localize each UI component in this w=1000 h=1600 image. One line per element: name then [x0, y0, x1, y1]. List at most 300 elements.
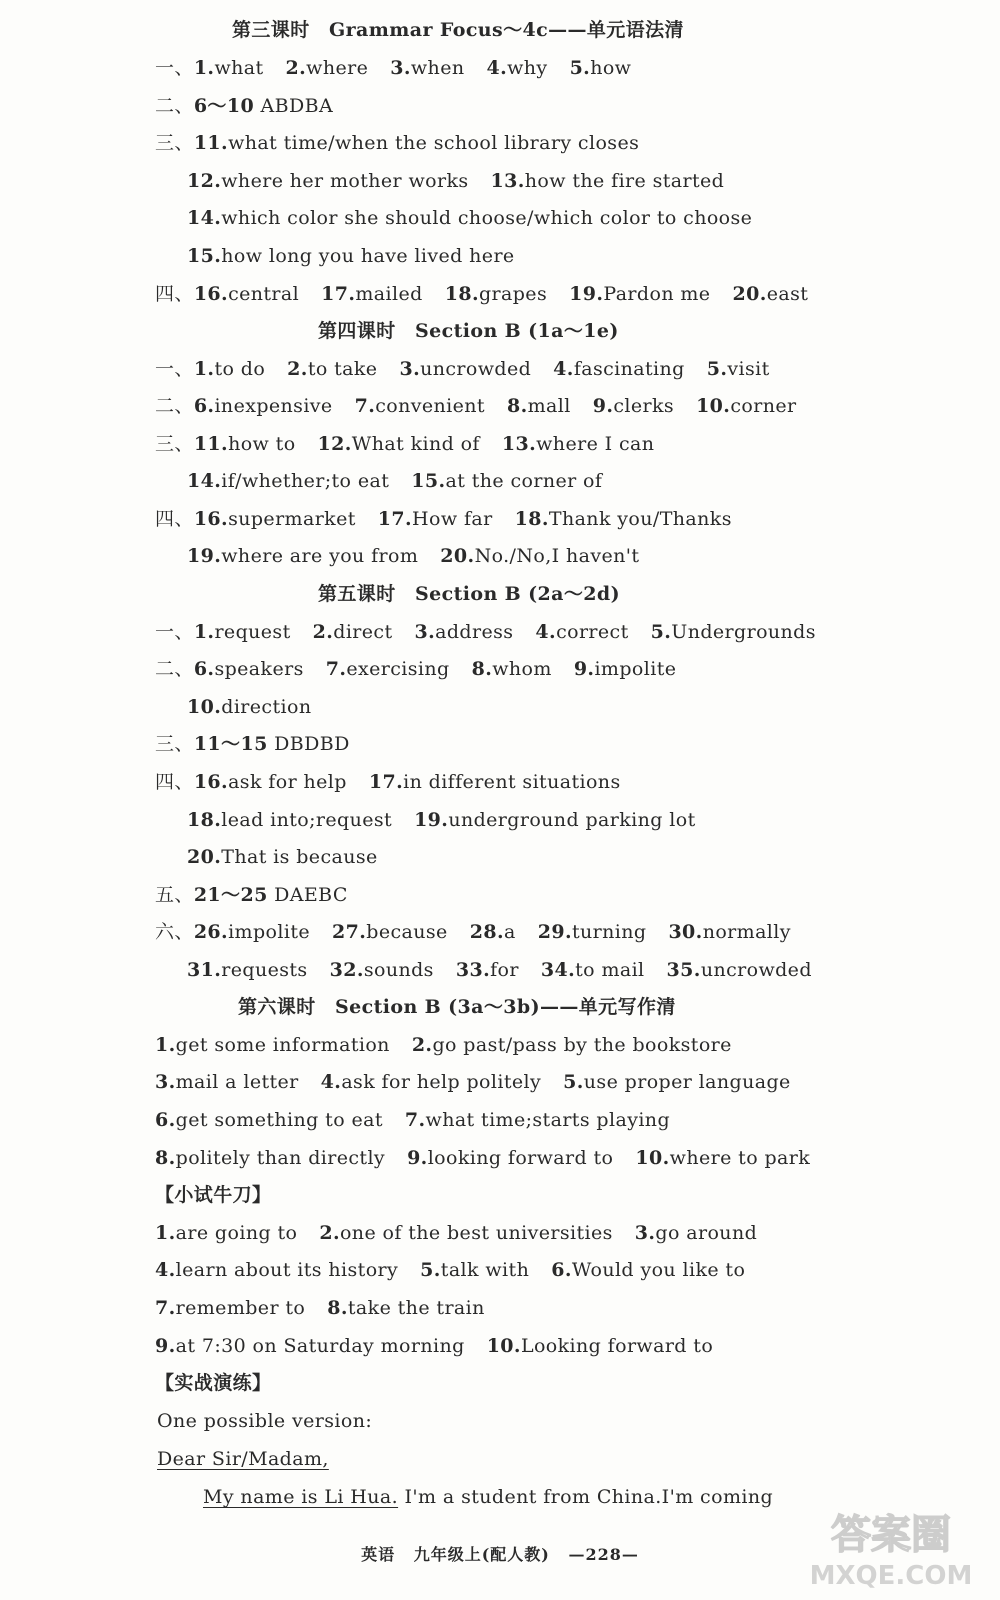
- answer-item: [321, 1068, 541, 1096]
- answer-item: [538, 918, 647, 946]
- answer-line: [155, 505, 754, 533]
- answer-number: 18.: [444, 283, 479, 305]
- answer-item: [651, 618, 816, 646]
- answer-text: convenient: [375, 395, 485, 417]
- answer-item: [486, 54, 547, 82]
- lesson4-heading: 第四课时 Section B (1a～1e): [318, 320, 619, 342]
- answer-line: [187, 693, 333, 721]
- answer-number: 11.: [193, 132, 229, 154]
- answer-text: mall: [527, 395, 571, 417]
- answer-text: east: [766, 283, 809, 305]
- footer-grade: 九年级上(配人教): [413, 1545, 550, 1564]
- answer-number: 19.: [187, 545, 222, 567]
- answer-number: 21～25: [193, 884, 268, 906]
- answer-text: normally: [702, 921, 791, 943]
- question-group-prefix: 一、: [155, 57, 194, 79]
- answer-item: [440, 542, 639, 570]
- answer-text: how the fire started: [524, 170, 725, 192]
- letter-rest: I'm a student from China.I'm coming: [398, 1486, 774, 1508]
- footer-subject: 英语: [361, 1545, 396, 1564]
- answer-line: [187, 843, 400, 871]
- answer-text: correct: [556, 621, 629, 643]
- answer-line: [155, 355, 792, 383]
- answer-number: 9.: [573, 658, 595, 680]
- answer-item: [187, 956, 308, 984]
- answer-item: [321, 280, 423, 308]
- answer-number: 9.: [407, 1147, 428, 1169]
- answer-text: grapes: [478, 283, 548, 305]
- answer-number: 6.: [193, 658, 215, 680]
- answer-line: [187, 956, 834, 984]
- answer-item: [551, 1256, 745, 1284]
- answer-item: [319, 1219, 612, 1247]
- answer-number: 4.: [535, 621, 557, 643]
- answer-text: sounds: [363, 959, 434, 981]
- question-group-prefix: 二、: [155, 95, 194, 117]
- answer-text: talk with: [440, 1259, 530, 1281]
- answer-item: [155, 1144, 385, 1172]
- answer-text: ask for help politely: [341, 1071, 542, 1093]
- answer-number: 9.: [592, 395, 614, 417]
- answer-item: [668, 918, 790, 946]
- answer-line: [187, 204, 774, 232]
- answer-number: 16.: [193, 771, 229, 793]
- answer-text: looking forward to: [427, 1147, 614, 1169]
- answer-item: [187, 167, 469, 195]
- answer-number: 3.: [390, 57, 411, 79]
- answer-item: [286, 54, 369, 82]
- question-group-prefix: 四、: [155, 508, 194, 530]
- answer-item: [635, 1144, 810, 1172]
- answer-item: [470, 918, 516, 946]
- answer-number: 16.: [193, 508, 229, 530]
- footer-page-number: —228—: [568, 1545, 639, 1564]
- answer-line: [155, 1219, 779, 1247]
- answer-item: [194, 655, 304, 683]
- answer-text: supermarket: [228, 508, 356, 530]
- answer-number: 19.: [569, 283, 604, 305]
- answer-item: [313, 618, 393, 646]
- question-group-prefix: 三、: [155, 433, 194, 455]
- answer-item: [411, 467, 602, 495]
- answer-item: [194, 505, 356, 533]
- answer-line: [187, 242, 537, 270]
- answer-item: [194, 54, 264, 82]
- answer-text: exercising: [346, 658, 450, 680]
- answer-line: [155, 1294, 507, 1322]
- answer-number: 5.: [569, 57, 591, 79]
- answer-text: where I can: [536, 433, 655, 455]
- answer-item: [194, 430, 296, 458]
- answer-text: how: [590, 57, 632, 79]
- answer-number: 15.: [187, 245, 222, 267]
- answer-number: 9.: [155, 1335, 176, 1357]
- answer-item: [593, 392, 674, 420]
- answer-number: 4.: [155, 1259, 176, 1281]
- answer-text: DAEBC: [267, 884, 348, 906]
- answer-number: 1.: [155, 1222, 176, 1244]
- answer-item: [194, 355, 265, 383]
- answer-number: 8.: [506, 395, 528, 417]
- answer-number: 7.: [155, 1297, 176, 1319]
- answer-number: 10.: [696, 395, 731, 417]
- answer-line: [155, 1256, 767, 1284]
- answer-text: for: [490, 959, 519, 981]
- answer-text: That is because: [221, 846, 378, 868]
- answer-item: [194, 280, 299, 308]
- answer-number: 20.: [440, 545, 475, 567]
- answer-number: 1.: [193, 57, 215, 79]
- answer-number: 12.: [317, 433, 352, 455]
- answer-text: go past/pass by the bookstore: [432, 1034, 732, 1056]
- answer-line: [155, 1332, 735, 1360]
- answer-text: get something to eat: [175, 1109, 383, 1131]
- question-group-prefix: 二、: [155, 395, 194, 417]
- answer-text: in different situations: [403, 771, 621, 793]
- answer-text: what time;starts playing: [425, 1109, 671, 1131]
- question-group-prefix: 一、: [155, 621, 194, 643]
- answer-text: ask for help: [228, 771, 347, 793]
- answer-item: [399, 355, 531, 383]
- answer-number: 26.: [193, 921, 229, 943]
- answer-text: No./No,I haven't: [474, 545, 640, 567]
- answer-text: request: [214, 621, 291, 643]
- answer-number: 2.: [287, 358, 308, 380]
- answer-item: [445, 280, 547, 308]
- answer-line: [155, 655, 698, 683]
- answer-item: [194, 392, 333, 420]
- answer-item: [355, 392, 485, 420]
- answer-number: 3.: [155, 1071, 176, 1093]
- answer-item: [635, 1219, 757, 1247]
- question-group-prefix: 五、: [155, 884, 194, 906]
- answer-number: 7.: [354, 395, 376, 417]
- answer-item: [155, 1332, 465, 1360]
- answer-line: [155, 92, 355, 120]
- answer-text: direct: [333, 621, 393, 643]
- answer-item: [732, 280, 808, 308]
- answer-number: 18.: [187, 809, 222, 831]
- answer-item: [553, 355, 685, 383]
- answer-number: 29.: [537, 921, 572, 943]
- answer-line: [187, 467, 624, 495]
- answer-number: 4.: [320, 1071, 342, 1093]
- answer-item: [287, 355, 377, 383]
- answer-text: a: [503, 921, 516, 943]
- answer-text: speakers: [214, 658, 304, 680]
- answer-item: [390, 54, 464, 82]
- answer-item: [155, 1068, 299, 1096]
- answer-number: 31.: [187, 959, 222, 981]
- answer-item: [414, 806, 696, 834]
- answer-number: 2.: [285, 57, 307, 79]
- lesson3-heading: 第三课时 Grammar Focus～4c——单元语法清: [232, 19, 684, 41]
- answer-number: 12.: [187, 170, 222, 192]
- answer-item: [187, 242, 515, 270]
- answer-number: 11～15: [193, 733, 268, 755]
- answer-item: [667, 956, 812, 984]
- answer-number: 8.: [327, 1297, 348, 1319]
- answer-number: 6～10: [193, 95, 255, 117]
- letter-underlined-phrase: My name is Li Hua.: [203, 1486, 399, 1508]
- answer-item: [194, 730, 350, 758]
- answer-item: [378, 505, 493, 533]
- answer-number: 20.: [187, 846, 222, 868]
- answer-text: take the train: [347, 1297, 485, 1319]
- answer-number: 10.: [187, 696, 222, 718]
- answer-number: 18.: [514, 508, 549, 530]
- answer-text: where to park: [669, 1147, 811, 1169]
- answer-item: [456, 956, 519, 984]
- section-bracket-shizhan: 【实战演练】: [155, 1372, 272, 1394]
- answer-item: [194, 618, 291, 646]
- answer-text: which color she should choose/which color to choose: [221, 207, 753, 229]
- answer-line: [155, 129, 661, 157]
- answer-item: [405, 1106, 670, 1134]
- answer-text: go around: [655, 1222, 758, 1244]
- answer-text: to take: [307, 358, 378, 380]
- answer-text: when: [410, 57, 465, 79]
- answer-number: 13.: [490, 170, 525, 192]
- watermark-top-text: 答案圈: [831, 1512, 951, 1558]
- answer-text: impolite: [594, 658, 677, 680]
- question-group-prefix: 三、: [155, 132, 194, 154]
- answer-text: whom: [492, 658, 552, 680]
- answer-text: what time/when the school library closes: [228, 132, 640, 154]
- answer-item: [194, 92, 333, 120]
- answer-item: [330, 956, 434, 984]
- answer-number: 20.: [732, 283, 767, 305]
- answer-text: Thank you/Thanks: [548, 508, 732, 530]
- answer-item: [332, 918, 448, 946]
- answer-line: [187, 167, 746, 195]
- answer-number: 10.: [635, 1147, 670, 1169]
- answer-number: 1.: [155, 1034, 176, 1056]
- answer-number: 6.: [155, 1109, 176, 1131]
- watermark-logo-icon: [796, 1500, 986, 1592]
- answer-text: direction: [221, 696, 312, 718]
- answer-text: impolite: [228, 921, 311, 943]
- answer-item: [194, 129, 639, 157]
- answer-item: [155, 1219, 297, 1247]
- answer-item: [472, 655, 552, 683]
- answer-line: [155, 1144, 832, 1172]
- answer-number: 14.: [187, 207, 222, 229]
- answer-item: [194, 918, 310, 946]
- answer-text: where are you from: [221, 545, 419, 567]
- answer-line: [155, 768, 643, 796]
- answer-item: [369, 768, 621, 796]
- answer-number: 17.: [321, 283, 356, 305]
- watermark-bottom-text: MXQE.COM: [809, 1561, 973, 1591]
- answer-text: politely than directly: [175, 1147, 386, 1169]
- answer-number: 2.: [411, 1034, 433, 1056]
- answer-number: 13.: [501, 433, 537, 455]
- answer-number: 5.: [706, 358, 728, 380]
- answer-item: [187, 467, 389, 495]
- answer-item: [696, 392, 796, 420]
- answer-line: [155, 730, 372, 758]
- letter-first-line: [203, 1483, 773, 1511]
- answer-text: at the corner of: [445, 470, 603, 492]
- answer-text: corner: [730, 395, 797, 417]
- answer-number: 33.: [455, 959, 491, 981]
- answer-number: 15.: [411, 470, 446, 492]
- answer-text: Undergrounds: [671, 621, 816, 643]
- answer-text: mailed: [355, 283, 423, 305]
- answer-number: 7.: [325, 658, 347, 680]
- answer-line: [187, 806, 718, 834]
- answer-text: Looking forward to: [520, 1335, 714, 1357]
- answer-item: [541, 956, 645, 984]
- answer-number: 10.: [486, 1335, 521, 1357]
- question-group-prefix: 一、: [155, 358, 194, 380]
- answer-text: lead into;request: [221, 809, 393, 831]
- answer-text: why: [507, 57, 548, 79]
- answer-line: [155, 1068, 813, 1096]
- answer-text: DBDBD: [267, 733, 350, 755]
- answer-line: [155, 618, 838, 646]
- answer-item: [487, 1332, 714, 1360]
- answer-item: [187, 542, 418, 570]
- answer-text: visit: [727, 358, 770, 380]
- answer-item: [420, 1256, 529, 1284]
- answer-text: How far: [412, 508, 493, 530]
- answer-item: [407, 1144, 613, 1172]
- answer-text: are going to: [175, 1222, 298, 1244]
- answer-number: 5.: [420, 1259, 441, 1281]
- lesson6-heading: 第六课时 Section B (3a～3b)——单元写作清: [238, 996, 676, 1018]
- answer-item: [326, 655, 450, 683]
- answer-text: to do: [214, 358, 266, 380]
- answer-item: [502, 430, 655, 458]
- answer-number: 27.: [332, 921, 367, 943]
- answer-text: underground parking lot: [448, 809, 696, 831]
- answer-line: [155, 392, 818, 420]
- answer-text: fascinating: [573, 358, 685, 380]
- answer-number: 4.: [553, 358, 574, 380]
- answer-item: [327, 1294, 485, 1322]
- answer-text: turning: [571, 921, 647, 943]
- answer-number: 6.: [193, 395, 215, 417]
- answer-number: 3.: [399, 358, 421, 380]
- answer-item: [187, 204, 752, 232]
- answer-text: mail a letter: [175, 1071, 299, 1093]
- question-group-prefix: 六、: [155, 921, 194, 943]
- answer-number: 3.: [414, 621, 436, 643]
- answer-text: use proper language: [583, 1071, 791, 1093]
- answer-number: 1.: [193, 358, 215, 380]
- answer-number: 28.: [469, 921, 504, 943]
- answer-item: [415, 618, 514, 646]
- answer-item: [187, 843, 378, 871]
- answer-item: [569, 280, 710, 308]
- answer-number: 1.: [193, 621, 215, 643]
- answer-number: 6.: [551, 1259, 572, 1281]
- answer-text: clerks: [613, 395, 675, 417]
- question-group-prefix: 四、: [155, 771, 194, 793]
- answer-item: [570, 54, 632, 82]
- answer-line: [187, 542, 661, 570]
- answer-text: requests: [221, 959, 308, 981]
- answer-item: [187, 693, 311, 721]
- answer-line: [155, 430, 676, 458]
- version-label: One possible version:: [157, 1410, 373, 1432]
- letter-salutation: Dear Sir/Madam,: [157, 1448, 329, 1470]
- answer-text: central: [228, 283, 300, 305]
- answer-number: 14.: [187, 470, 222, 492]
- question-group-prefix: 二、: [155, 658, 194, 680]
- answer-item: [491, 167, 725, 195]
- answer-text: if/whether;to eat: [221, 470, 390, 492]
- answer-text: Would you like to: [571, 1259, 746, 1281]
- lesson5-heading: 第五课时 Section B (2a～2d): [318, 583, 620, 605]
- answer-line: [155, 1031, 754, 1059]
- answer-item: [507, 392, 571, 420]
- answer-number: 30.: [668, 921, 703, 943]
- answer-item: [535, 618, 628, 646]
- answer-text: get some information: [175, 1034, 390, 1056]
- answer-number: 4.: [486, 57, 508, 79]
- section-bracket-xiaoshi: 【小试牛刀】: [155, 1184, 272, 1206]
- answer-item: [187, 806, 392, 834]
- answer-text: where: [306, 57, 369, 79]
- answer-number: 5.: [650, 621, 672, 643]
- answer-text: Pardon me: [603, 283, 711, 305]
- answer-number: 7.: [404, 1109, 426, 1131]
- answer-line: [155, 54, 653, 82]
- answer-text: uncrowded: [420, 358, 532, 380]
- answer-number: 2.: [312, 621, 334, 643]
- answer-text: at 7:30 on Saturday morning: [175, 1335, 465, 1357]
- answer-item: [194, 881, 348, 909]
- answer-text: remember to: [175, 1297, 306, 1319]
- answer-number: 8.: [471, 658, 493, 680]
- question-group-prefix: 四、: [155, 283, 194, 305]
- answer-number: 32.: [329, 959, 364, 981]
- answer-text: how long you have lived here: [221, 245, 515, 267]
- answer-line: [155, 881, 370, 909]
- answer-number: 35.: [666, 959, 701, 981]
- answer-number: 17.: [377, 508, 413, 530]
- answer-line: [155, 1106, 692, 1134]
- answer-text: inexpensive: [214, 395, 333, 417]
- answer-item: [707, 355, 770, 383]
- question-group-prefix: 三、: [155, 733, 194, 755]
- answer-item: [155, 1031, 390, 1059]
- answer-item: [515, 505, 732, 533]
- answer-text: uncrowded: [700, 959, 812, 981]
- answer-text: how to: [228, 433, 296, 455]
- answer-text: what: [214, 57, 264, 79]
- answer-text: ABDBA: [254, 95, 334, 117]
- answer-text: to mail: [575, 959, 645, 981]
- answer-item: [194, 768, 347, 796]
- answer-number: 16.: [193, 283, 229, 305]
- answer-item: [412, 1031, 732, 1059]
- answer-text: because: [366, 921, 448, 943]
- answer-number: 34.: [540, 959, 576, 981]
- answer-item: [318, 430, 480, 458]
- answer-item: [574, 655, 677, 683]
- answer-line: [155, 918, 813, 946]
- answer-item: [563, 1068, 791, 1096]
- answer-text: one of the best universities: [339, 1222, 613, 1244]
- answer-text: address: [435, 621, 514, 643]
- answer-item: [155, 1294, 305, 1322]
- answer-number: 3.: [634, 1222, 656, 1244]
- answer-number: 19.: [414, 809, 449, 831]
